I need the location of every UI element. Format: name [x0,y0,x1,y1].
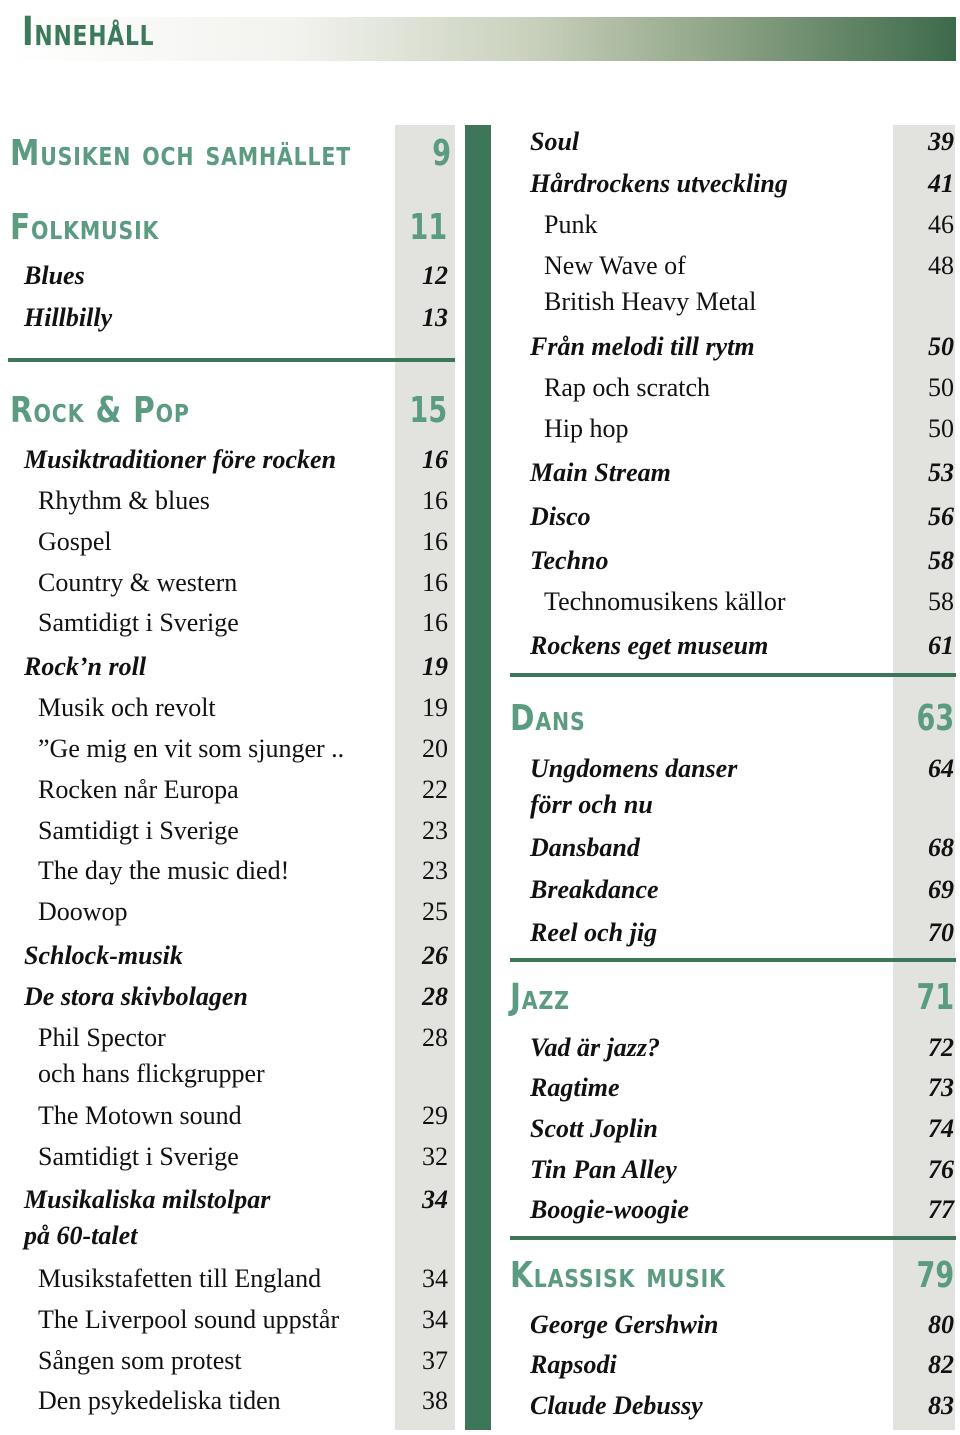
section-page: 9 [432,133,451,174]
section-page: 15 [409,390,447,431]
toc-item[interactable]: Soul 39 [530,127,954,156]
toc-item[interactable]: ”Ge mig en vit som sjunger .. 20 [38,734,448,763]
section-title: Klassisk musik [510,1255,726,1296]
toc-item[interactable]: Gospel 16 [38,527,448,556]
toc-item[interactable]: Rockens eget museum 61 [530,631,954,660]
toc-item[interactable]: Hip hop 50 [544,414,954,443]
section-divider [510,958,956,962]
toc-item[interactable]: Musik och revolt 19 [38,693,448,722]
toc-item[interactable]: Main Stream 53 [530,458,954,487]
toc-section-folkmusik[interactable] [10,207,447,248]
toc-section-jazz[interactable] [510,977,954,1018]
toc-item[interactable]: Disco 56 [530,502,954,531]
toc-section-dans[interactable] [510,698,954,739]
toc-item[interactable]: Vad är jazz? 72 [530,1033,954,1062]
toc-item[interactable]: Claude Debussy 83 [530,1391,954,1420]
toc-section-musiken[interactable] [10,133,451,174]
toc-item[interactable]: Ragtime 73 [530,1073,954,1102]
toc-item[interactable]: Punk 46 [544,210,954,239]
section-title: Rock & Pop [10,390,190,431]
toc-item-multiline[interactable]: Musikaliska milstolpar på 60-talet 34 [24,1185,448,1250]
section-divider [510,1236,956,1240]
toc-item[interactable]: De stora skivbolagen 28 [24,982,448,1011]
toc-item[interactable]: Rocken når Europa 22 [38,775,448,804]
toc-item-multiline[interactable]: Ungdomens danser förr och nu 64 [530,754,954,819]
page-title: Innehåll [22,9,155,55]
toc-item[interactable]: Samtidigt i Sverige 16 [38,608,448,637]
section-divider [8,358,455,362]
toc-item[interactable]: Musikstafetten till England 34 [38,1264,448,1293]
toc-item[interactable]: Schlock-musik 26 [24,941,448,970]
section-page: 71 [916,977,954,1018]
toc-item[interactable]: Reel och jig 70 [530,918,954,947]
toc-item[interactable]: Tin Pan Alley 76 [530,1155,954,1184]
toc-item[interactable]: Hårdrockens utveckling 41 [530,169,954,198]
toc-item[interactable]: Technomusikens källor 58 [544,587,954,616]
section-divider [510,673,956,677]
toc-item[interactable]: Blues 12 [24,261,448,290]
toc-item-multiline[interactable]: Phil Spector och hans flickgrupper 28 [38,1023,448,1088]
toc-item[interactable]: Musiktraditioner före rocken 16 [24,445,448,474]
section-title: Musiken och samhället [10,133,352,174]
section-page: 11 [409,207,447,248]
toc-item[interactable]: Samtidigt i Sverige 23 [38,816,448,845]
toc-item[interactable]: Dansband 68 [530,833,954,862]
section-page: 63 [916,698,954,739]
toc-item[interactable]: The Motown sound 29 [38,1101,448,1130]
toc-item[interactable]: The Liverpool sound uppstår 34 [38,1305,448,1334]
toc-item[interactable]: Country & western 16 [38,568,448,597]
toc-item[interactable]: George Gershwin 80 [530,1310,954,1339]
toc-item[interactable]: Rhythm & blues 16 [38,486,448,515]
toc-section-rock-pop[interactable] [10,390,447,431]
section-title: Dans [510,698,586,739]
toc-item[interactable]: Hillbilly 13 [24,303,448,332]
toc-item[interactable]: Från melodi till rytm 50 [530,332,954,361]
toc-item[interactable]: Sången som protest 37 [38,1346,448,1375]
section-title: Folkmusik [10,207,160,248]
toc-item[interactable]: Den psykedeliska tiden 38 [38,1386,448,1415]
toc-item[interactable]: Rock’n roll 19 [24,652,448,681]
toc-item[interactable]: Techno 58 [530,546,954,575]
column-divider-band [465,125,491,1430]
toc-item[interactable]: Rapsodi 82 [530,1350,954,1379]
toc-item[interactable]: Doowop 25 [38,897,448,926]
toc-item[interactable]: Boogie-woogie 77 [530,1195,954,1224]
section-page: 79 [916,1255,954,1296]
toc-item[interactable]: Breakdance 69 [530,875,954,904]
toc-item[interactable]: The day the music died! 23 [38,856,448,885]
toc-item-multiline[interactable]: New Wave of British Heavy Metal 48 [544,251,954,316]
toc-section-klassisk[interactable] [510,1255,954,1296]
section-title: Jazz [510,977,570,1018]
toc-item[interactable]: Scott Joplin 74 [530,1114,954,1143]
toc-item[interactable]: Samtidigt i Sverige 32 [38,1142,448,1171]
toc-item[interactable]: Rap och scratch 50 [544,373,954,402]
